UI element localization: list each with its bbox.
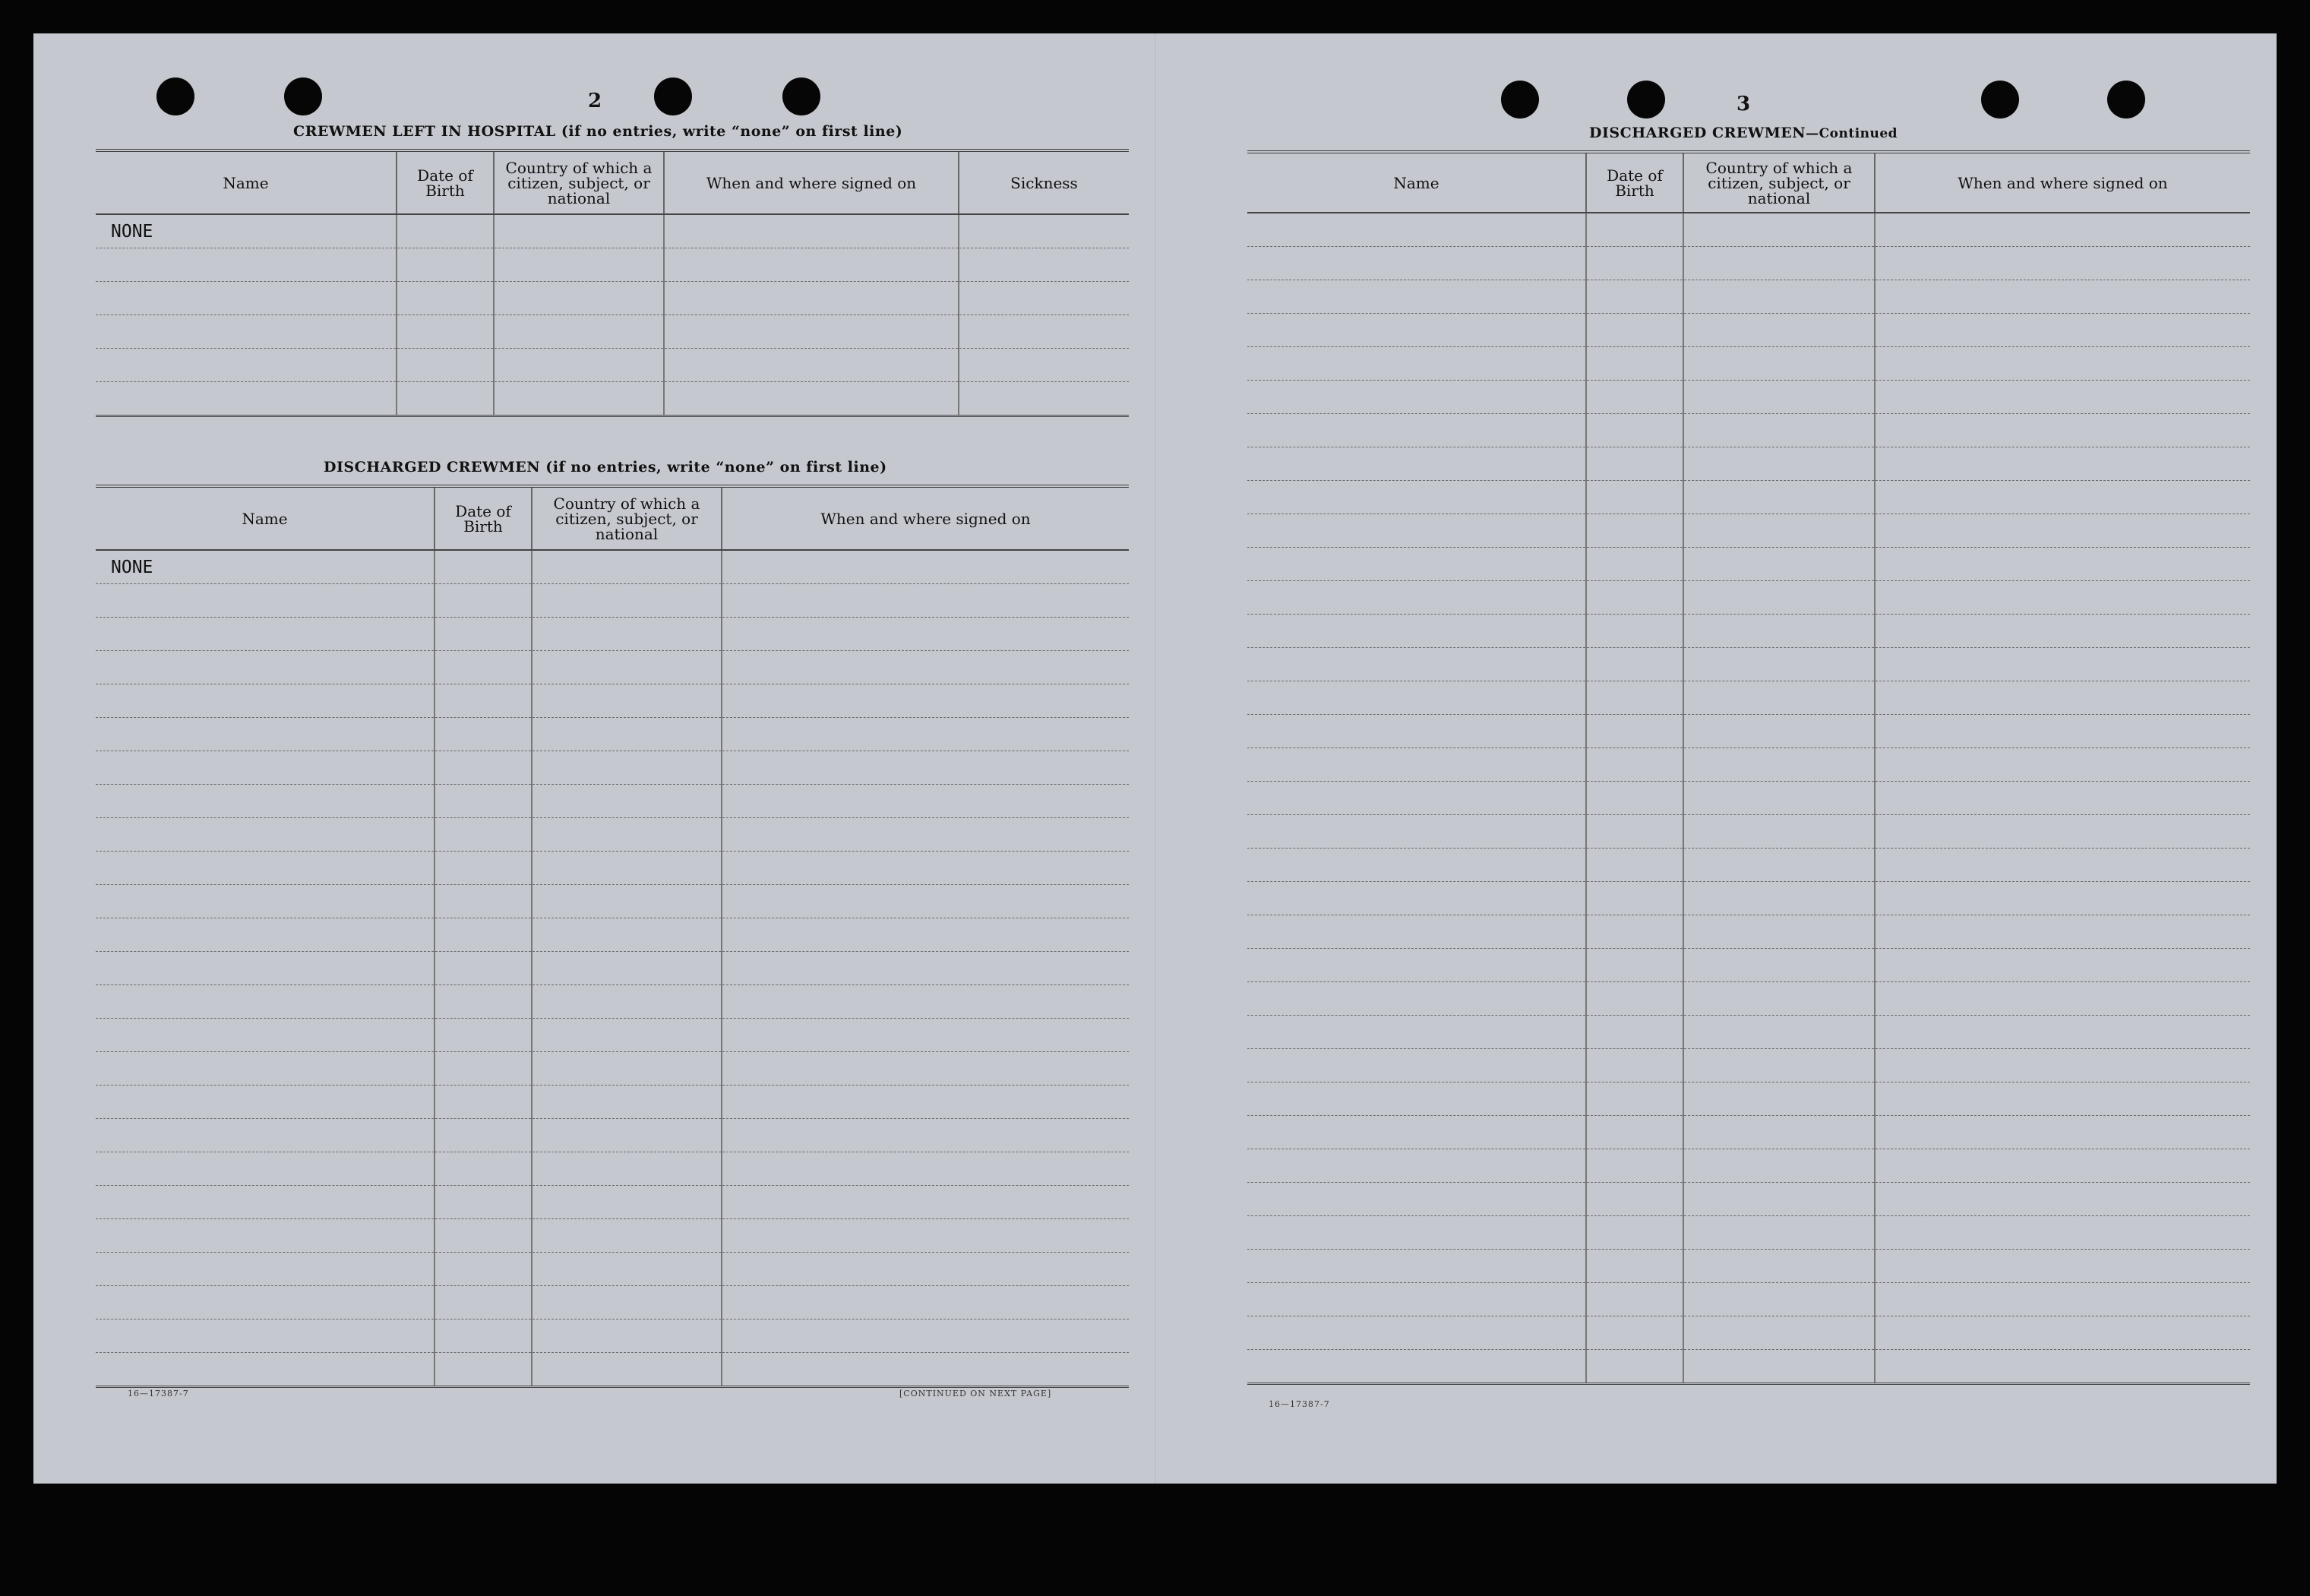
table-row: [1247, 681, 2250, 715]
table-row: [1247, 381, 2250, 414]
table-row: [1247, 615, 2250, 648]
table-row: [96, 618, 1129, 651]
table-row: [96, 248, 1129, 282]
table-row: [1247, 280, 2250, 314]
col-header-signed-on: When and where signed on: [722, 486, 1129, 550]
table-row: [1247, 915, 2250, 949]
table-row: [1247, 1283, 2250, 1316]
table-row: [1247, 1082, 2250, 1116]
table-row: [96, 1119, 1129, 1152]
table-row: [96, 918, 1129, 952]
table-row: [1247, 1350, 2250, 1384]
table-row: [96, 885, 1129, 918]
entry-name: NONE: [96, 214, 397, 248]
punch-hole-1: [156, 77, 194, 115]
discharged-continued-title-text: DISCHARGED CREWMEN: [1589, 125, 1806, 141]
table-row: [1247, 1016, 2250, 1049]
page-number: 3: [1736, 93, 1751, 115]
table-row: [96, 282, 1129, 315]
table-row: [1247, 414, 2250, 447]
table-row: [1247, 447, 2250, 481]
table-row: [1247, 314, 2250, 347]
punch-hole-8: [2107, 81, 2145, 119]
table-row: [96, 1186, 1129, 1219]
table-row: [1247, 247, 2250, 280]
table-row: [96, 718, 1129, 751]
discharged-section-title: [324, 459, 887, 476]
discharged-title-text: DISCHARGED CREWMEN: [324, 459, 541, 476]
table-row: [1247, 815, 2250, 849]
table-row: [96, 684, 1129, 718]
table-row: [1247, 481, 2250, 514]
left-page: [33, 33, 1155, 1484]
col-header-signed-on: When and where signed on: [1875, 152, 2250, 213]
col-header-signed-on: When and where signed on: [664, 150, 959, 214]
table-row: [96, 1019, 1129, 1052]
table-row: [96, 985, 1129, 1019]
table-row: [96, 952, 1129, 985]
table-row: [96, 214, 1129, 248]
col-header-country: Country of which a citizen, subject, or national: [1683, 152, 1875, 213]
col-header-date-of-birth: Date of Birth: [397, 150, 494, 214]
table-row: [1247, 782, 2250, 815]
table-row: [96, 382, 1129, 416]
table-row: [1247, 748, 2250, 782]
table-row: [1247, 949, 2250, 982]
table-row: [1247, 1049, 2250, 1082]
hospital-title-note: (if no entries, write “none” on first line): [561, 123, 903, 140]
table-row: [96, 1319, 1129, 1353]
table-row: [1247, 1149, 2250, 1183]
discharged-table: [96, 485, 1129, 1388]
table-row: [96, 785, 1129, 818]
table-row: [1247, 581, 2250, 615]
table-row: [96, 315, 1129, 349]
page-number: 2: [588, 90, 602, 112]
table-row: [96, 1086, 1129, 1119]
discharged-continued-table: [1247, 150, 2250, 1385]
col-header-name: Name: [1247, 152, 1586, 213]
col-header-country: Country of which a citizen, subject, or national: [532, 486, 722, 550]
punch-hole-7: [1981, 81, 2019, 119]
form-number: 16—17387-7: [1269, 1399, 1330, 1409]
continued-note: [CONTINUED ON NEXT PAGE]: [899, 1389, 1052, 1398]
col-header-date-of-birth: Date of Birth: [1586, 152, 1683, 213]
table-row: [1247, 849, 2250, 882]
punch-hole-2: [284, 77, 322, 115]
right-page: [1155, 33, 2277, 1484]
col-header-name: Name: [96, 486, 435, 550]
table-row: [96, 349, 1129, 382]
table-row: [1247, 1183, 2250, 1216]
table-row: [1247, 1116, 2250, 1149]
table-row: [1247, 1250, 2250, 1283]
col-header-country: Country of which a citizen, subject, or national: [494, 150, 664, 214]
table-row: [1247, 882, 2250, 915]
punch-hole-3: [654, 77, 692, 115]
table-row: [1247, 1316, 2250, 1350]
punch-hole-4: [782, 77, 820, 115]
table-row: [96, 1219, 1129, 1253]
col-header-sickness: Sickness: [959, 150, 1129, 214]
hospital-title-text: CREWMEN LEFT IN HOSPITAL: [293, 123, 556, 140]
punch-hole-6: [1627, 81, 1665, 119]
table-row: [1247, 1216, 2250, 1250]
punch-hole-5: [1501, 81, 1539, 119]
table-row: [96, 818, 1129, 852]
form-number: 16—17387-7: [128, 1389, 189, 1398]
discharged-continued-suffix: —Continued: [1806, 126, 1898, 141]
table-row: [1247, 347, 2250, 381]
table-row: [1247, 648, 2250, 681]
table-row: [96, 751, 1129, 785]
table-row: [96, 1152, 1129, 1186]
discharged-continued-title: [1589, 125, 1898, 141]
table-row: [96, 651, 1129, 684]
table-row: [1247, 715, 2250, 748]
table-row: [1247, 514, 2250, 548]
table-row: [96, 1353, 1129, 1387]
col-header-name: Name: [96, 150, 397, 214]
discharged-title-note: (if no entries, write “none” on first line): [545, 459, 887, 476]
table-row: [96, 1253, 1129, 1286]
table-row: [96, 1286, 1129, 1319]
entry-name: NONE: [96, 550, 435, 584]
table-row: [96, 1052, 1129, 1086]
form-sheet: [33, 33, 2277, 1484]
table-row: [96, 550, 1129, 584]
hospital-table: [96, 149, 1129, 417]
table-row: [96, 584, 1129, 618]
table-row: [1247, 548, 2250, 581]
col-header-date-of-birth: Date of Birth: [435, 486, 532, 550]
table-row: [96, 852, 1129, 885]
table-row: [1247, 982, 2250, 1016]
table-row: [1247, 213, 2250, 247]
hospital-section-title: [293, 123, 902, 140]
